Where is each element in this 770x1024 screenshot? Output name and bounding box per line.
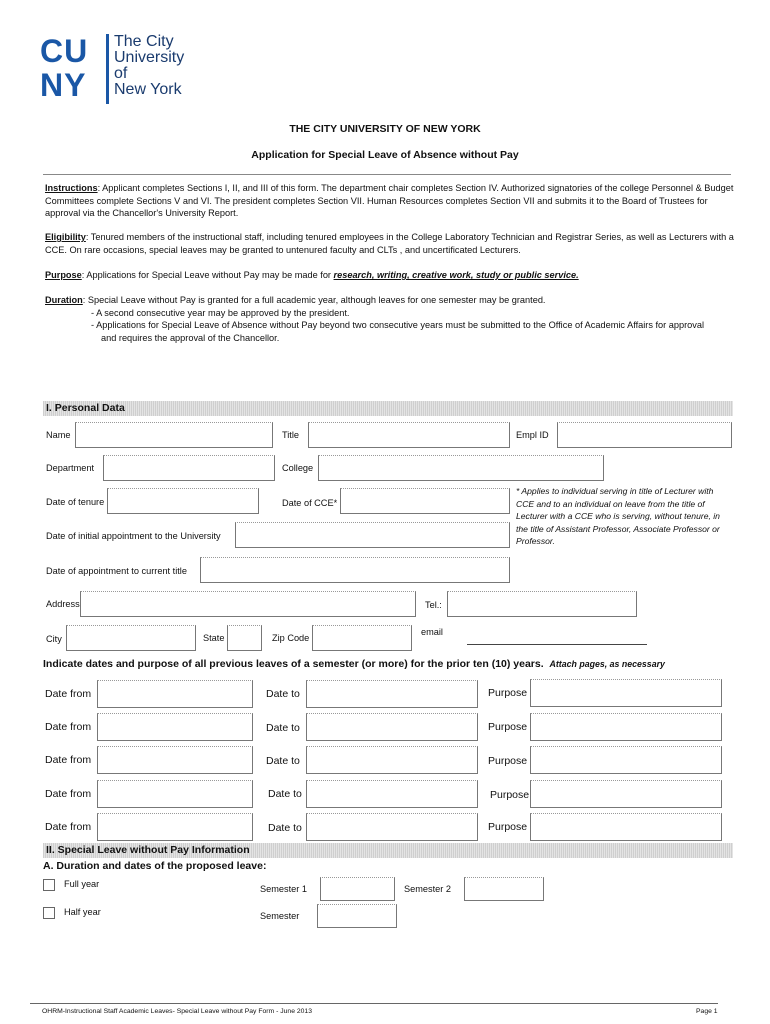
previous-leaves-heading [43,658,665,670]
logo-line-2: University [114,49,185,66]
purpose-label: Purpose [488,755,528,767]
zip-code-label: Zip Code [272,633,310,643]
date-from-input-3[interactable] [97,746,253,774]
duration-dates-subheading: A. Duration and dates of the proposed leave: [43,860,267,872]
footer-divider [30,1003,718,1004]
date-to-input-2[interactable] [306,713,478,741]
semester-input[interactable] [317,904,397,928]
city-input[interactable] [66,625,196,651]
full-year-label: Full year [64,879,100,889]
eligibility-label: Eligibility [45,232,86,242]
email-label: email [421,627,443,637]
duration-label: Duration [45,295,83,305]
title-input[interactable] [308,422,510,448]
date-to-label: Date to [268,788,302,800]
zip-code-input[interactable] [312,625,412,651]
purpose-input-2[interactable] [530,713,722,741]
instructions-text: : Applicant completes Sections I, II, and III of this form. The department chair completes Section IV. Authorized signatories of the college Personnel & Budget Committees complete Sections V and VI. The president completes Section VII. Human Resources completes Section VII and submits it to the Board of Trustees for approval via the Chancellor's University Report. [45,183,734,218]
purpose-label: Purpose [488,687,528,699]
address-input[interactable] [80,591,416,617]
date-current-title-input[interactable] [200,557,510,583]
date-of-cce-label: Date of CCE* [282,498,338,508]
tel-label: Tel.: [425,600,442,610]
date-from-label: Date from [45,754,92,766]
duration-bullet-2: - Applications for Special Leave of Absence without Pay beyond two consecutive years must be submitted to the Office of Academic Affairs for approval [91,320,705,330]
date-to-input-5[interactable] [306,813,478,841]
logo-divider [106,34,109,104]
date-initial-appointment-label: Date of initial appointment to the University [46,531,221,541]
date-of-tenure-label: Date of tenure [46,497,105,507]
duration-paragraph [45,294,735,344]
date-from-input-2[interactable] [97,713,253,741]
instructions-paragraph [45,182,735,220]
date-to-input-3[interactable] [306,746,478,774]
date-from-label: Date from [45,688,92,700]
title-label: Title [282,430,300,440]
semester-label: Semester [260,911,300,921]
city-label: City [46,634,62,644]
purpose-paragraph [45,269,735,282]
instructions-label: Instructions [45,183,98,193]
semester-1-input[interactable] [320,877,395,901]
logo-line-1: The City [114,33,174,50]
empl-id-label: Empl ID [516,430,549,440]
duration-bullet-3: and requires the approval of the Chancellor. [101,332,280,343]
logo-university-name [114,34,184,98]
date-to-label: Date to [266,755,300,767]
tel-input[interactable] [447,591,637,617]
purpose-label: Purpose [45,270,82,280]
email-input-line[interactable] [467,644,647,645]
duration-bullet-1: - A second consecutive year may be approved by the president. [91,307,350,318]
date-from-label: Date from [45,721,92,733]
date-initial-appointment-input[interactable] [235,522,510,548]
date-of-tenure-input[interactable] [107,488,259,514]
purpose-emphasis: research, writing, creative work, study or public service. [333,270,579,280]
name-label: Name [46,430,71,440]
date-to-input-1[interactable] [306,680,478,708]
purpose-label: Purpose [488,821,528,833]
semester-2-input[interactable] [464,877,544,901]
address-label: Address [46,599,80,609]
form-title: Application for Special Leave of Absence without Pay [251,149,519,161]
footer-form-id: OHRM-Instructional Staff Academic Leaves- Special Leave without Pay Form - June 2013 [42,1008,312,1015]
department-input[interactable] [103,455,275,481]
purpose-label: Purpose [488,721,528,733]
section-personal-data-header: I. Personal Data [43,401,733,416]
previous-leaves-heading-text: Indicate dates and purpose of all previous leaves of a semester (or more) for the prior ten (10) years. [43,658,544,670]
purpose-label: Purpose [490,789,530,801]
purpose-text: : Applications for Special Leave without Pay may be made for [81,270,334,280]
date-to-label: Date to [266,722,300,734]
state-label: State [203,633,225,643]
purpose-input-1[interactable] [530,679,722,707]
date-to-input-4[interactable] [306,780,478,808]
semester-2-label: Semester 2 [404,884,451,894]
university-heading: THE CITY UNIVERSITY OF NEW YORK [289,123,481,135]
cce-footnote: * Applies to individual serving in title of Lecturer with CCE and to an individual on leave from the title of Lecturer with a CCE who is serving, without tenure, in the title of Assistant Professor, Associate Professor or Professor. [516,486,720,546]
header-divider [43,174,731,175]
date-to-label: Date to [266,688,300,700]
purpose-input-3[interactable] [530,746,722,774]
purpose-input-5[interactable] [530,813,722,841]
logo-line-4: New York [114,81,182,98]
state-input[interactable] [227,625,262,651]
college-input[interactable] [318,455,604,481]
date-from-input-5[interactable] [97,813,253,841]
semester-1-label: Semester 1 [260,884,307,894]
department-label: Department [46,463,95,473]
date-from-label: Date from [45,821,92,833]
footer-page-number: Page 1 [696,1008,718,1015]
logo-letters [40,34,100,104]
duration-text: : Special Leave without Pay is granted for a full academic year, although leaves for one semester may be granted. [82,295,546,305]
logo-letters-bottom: NY [40,67,87,103]
empl-id-input[interactable] [557,422,732,448]
half-year-checkbox[interactable] [43,907,55,919]
date-from-input-1[interactable] [97,680,253,708]
date-to-label: Date to [268,822,302,834]
previous-leaves-note: Attach pages, as necessary [549,659,665,669]
full-year-checkbox[interactable] [43,879,55,891]
logo-letters-top: CU [40,33,89,69]
purpose-input-4[interactable] [530,780,722,808]
half-year-label: Half year [64,907,101,917]
eligibility-text: : Tenured members of the instructional staff, including tenured employees in the College Laboratory Technician and Registrar Series, as well as Lecturers with a CCE. On rare occasions, special leaves may be granted to untenured faculty and CLTs , and uncertificated Lecturers. [45,232,734,255]
eligibility-paragraph [45,231,735,256]
logo-line-3: of [114,65,128,82]
date-of-cce-input[interactable] [340,488,510,514]
section-special-leave-header: II. Special Leave without Pay Information [43,843,733,858]
date-from-input-4[interactable] [97,780,253,808]
date-current-title-label: Date of appointment to current title [46,566,187,576]
name-input[interactable] [75,422,273,448]
college-label: College [282,463,314,473]
date-from-label: Date from [45,788,92,800]
